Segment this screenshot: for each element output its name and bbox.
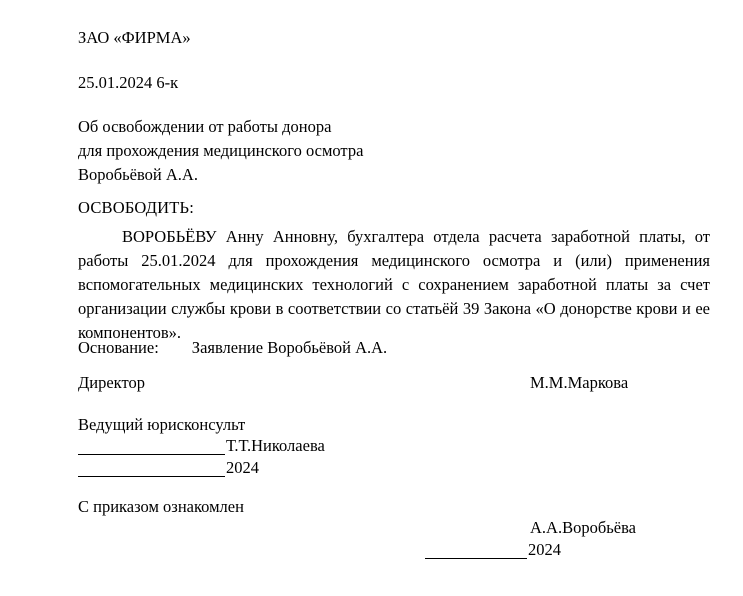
order-body-text: ВОРОБЬЁВУ Анну Анновну, бухгалтера отдела расчета заработной платы, от работы 25.01.2024 для прохождения медицинского осмотра и (или) применения вспомогательных медицинских технологий с сохранением заработной платы за счет организации службы крови в соответствии со статьёй 39 Закона «О донорстве крови и ее компонентов». bbox=[78, 227, 710, 342]
lawyer-year: 2024 bbox=[226, 458, 259, 477]
basis-row bbox=[78, 336, 387, 360]
acknowledgement-label: С приказом ознакомлен bbox=[78, 497, 244, 516]
lawyer-date-line bbox=[78, 476, 225, 477]
lawyer-title: Ведущий юрисконсульт bbox=[78, 415, 246, 434]
subject-line-1: Об освобождении от работы донора bbox=[78, 117, 332, 136]
organization-name: ЗАО «ФИРМА» bbox=[78, 28, 191, 47]
order-directive-heading: ОСВОБОДИТЬ: bbox=[78, 198, 195, 217]
acknowledgement-year: 2024 bbox=[528, 540, 561, 559]
document-subject bbox=[78, 115, 363, 187]
basis-label: Основание: bbox=[78, 338, 159, 357]
director-name: М.М.Маркова bbox=[530, 373, 629, 392]
acknowledgement-date-line bbox=[425, 558, 527, 559]
basis-gap bbox=[159, 338, 192, 357]
basis-value: Заявление Воробьёвой А.А. bbox=[191, 338, 388, 357]
lawyer-signature-line bbox=[78, 454, 225, 455]
lawyer-signature-row bbox=[78, 434, 325, 458]
document-date-and-number: 25.01.2024 6-к bbox=[78, 73, 179, 92]
acknowledgement-name: А.А.Воробьёва bbox=[530, 518, 636, 537]
lawyer-name: Т.Т.Николаева bbox=[226, 436, 325, 455]
subject-line-3: Воробьёвой А.А. bbox=[78, 165, 198, 184]
subject-line-2: для прохождения медицинского осмотра bbox=[78, 141, 364, 160]
acknowledgement-date-row bbox=[425, 538, 561, 562]
lawyer-date-row bbox=[78, 456, 259, 480]
director-title: Директор bbox=[78, 373, 145, 392]
order-body-paragraph bbox=[78, 225, 710, 345]
